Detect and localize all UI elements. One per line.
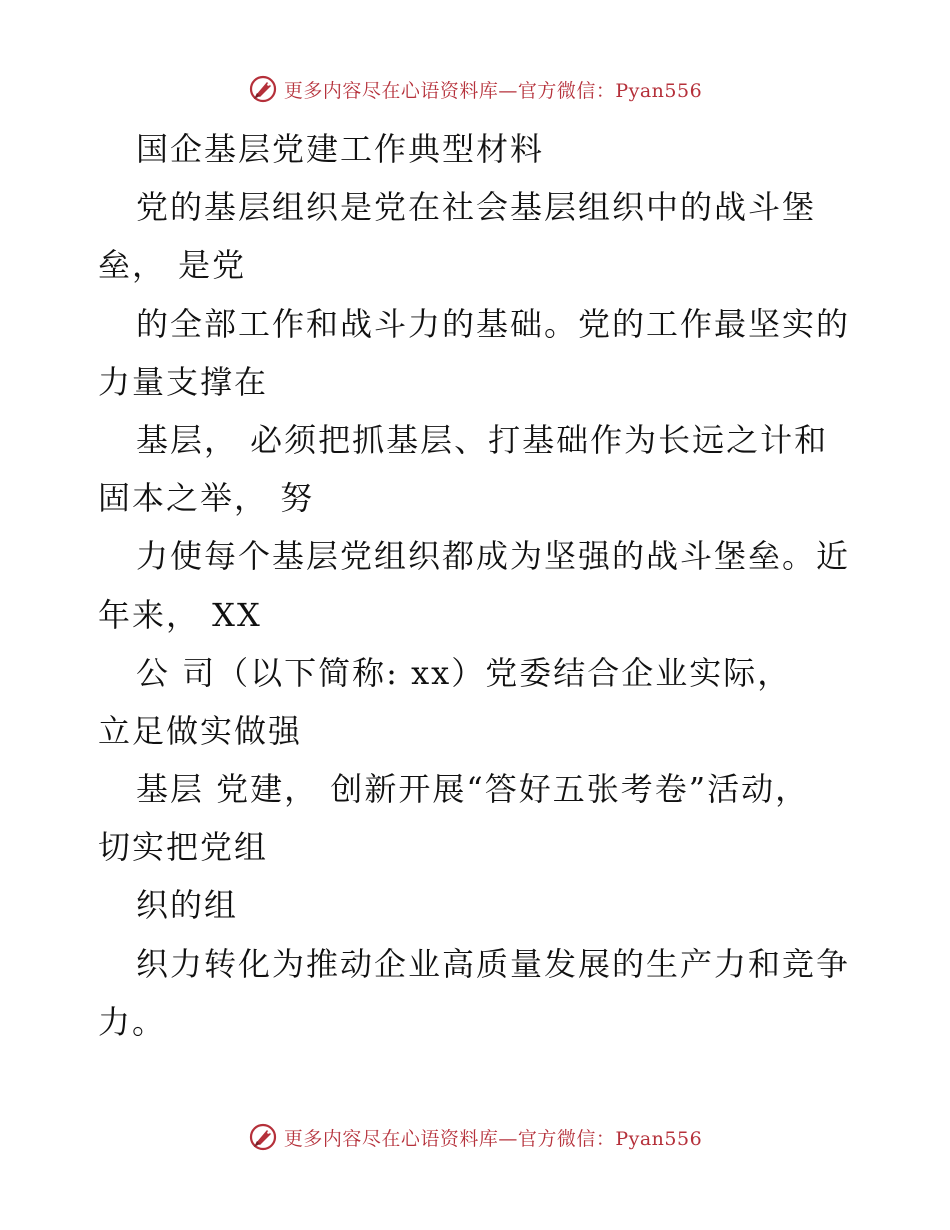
body-line: 基层， 必须把抓基层、打基础作为长远之计和	[136, 420, 829, 459]
header-banner-text: 更多内容尽在心语资料库—官方微信：Pyan556	[283, 79, 703, 102]
body-line: 力。	[98, 1002, 167, 1041]
document-title: 国企基层党建工作典型材料	[136, 130, 545, 168]
body-line: 的全部工作和战斗力的基础。党的工作最坚实的	[136, 304, 851, 343]
body-line: 立足做实做强	[98, 711, 303, 750]
body-line: 力使每个基层党组织都成为坚强的战斗堡垒。近	[136, 537, 851, 576]
body-line: 织的组	[136, 886, 239, 925]
body-line: 年来， XX	[98, 595, 262, 634]
body-line: 切实把党组	[98, 828, 269, 867]
body-line: 织力转化为推动企业高质量发展的生产力和竞争	[136, 944, 851, 983]
pen-nib-seal-icon	[248, 74, 278, 104]
body-line: 党的基层组织是党在社会基层组织中的战斗堡	[136, 188, 817, 227]
body-line: 公 司（以下简称: xx）党委结合企业实际，	[136, 653, 792, 692]
footer-banner	[0, 1122, 950, 1152]
body-line: 垒， 是党	[98, 246, 247, 285]
header-banner	[0, 74, 950, 104]
body-line: 基层 党建， 创新开展“答好五张考卷”活动，	[136, 770, 810, 809]
body-line: 固本之举， 努	[98, 479, 315, 518]
document-body	[98, 120, 878, 1051]
pen-nib-seal-icon	[248, 1122, 278, 1152]
footer-banner-text: 更多内容尽在心语资料库—官方微信：Pyan556	[283, 1127, 703, 1150]
body-line: 力量支撑在	[98, 362, 269, 401]
